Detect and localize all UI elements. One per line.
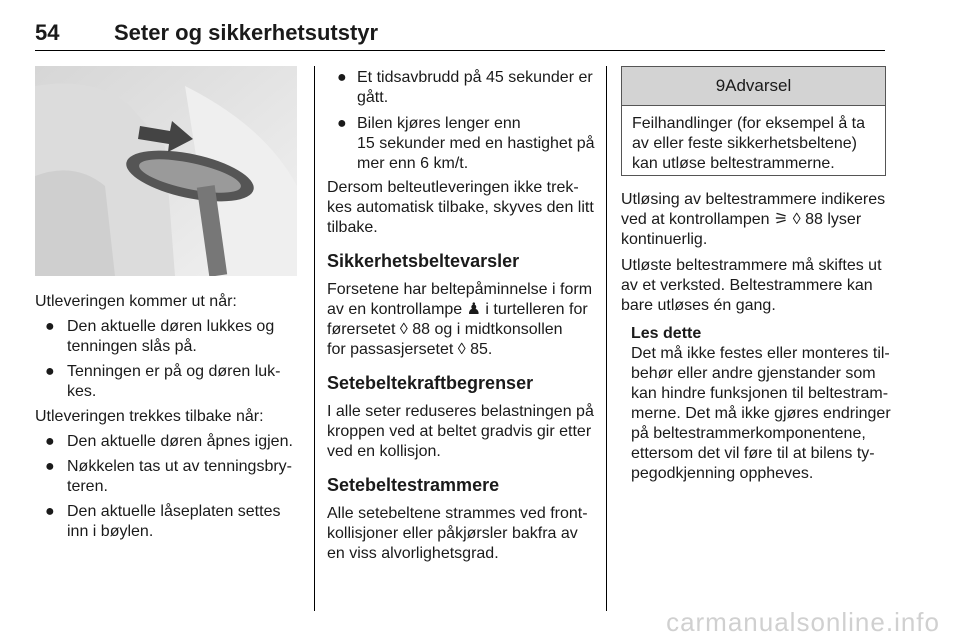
line: ved en kollisjon. bbox=[327, 443, 441, 460]
bullet-item bbox=[327, 114, 597, 174]
watermark: carmanualsonline.info bbox=[666, 607, 940, 637]
line: kroppen ved at beltet gradvis gir etter bbox=[327, 423, 592, 440]
header-rule bbox=[35, 50, 885, 51]
line: kes. bbox=[67, 383, 97, 400]
intro-text: Utleveringen trekkes tilbake når: bbox=[35, 408, 264, 425]
list-item bbox=[35, 457, 300, 497]
line: pegodkjenning oppheves. bbox=[631, 465, 814, 482]
line: Feilhandlinger (for eksempel å ta bbox=[632, 115, 866, 132]
bullet-icon: ● bbox=[45, 433, 55, 450]
bullet-icon: ● bbox=[337, 115, 347, 132]
section-heading: Setebeltekraftbegrenser bbox=[327, 373, 534, 393]
warning-text bbox=[622, 106, 885, 174]
bullet-icon: ● bbox=[45, 503, 55, 520]
list-item bbox=[35, 317, 300, 357]
column-divider-1 bbox=[314, 66, 315, 611]
line: for passasjersetet ◊ 85. bbox=[327, 341, 493, 358]
paragraph bbox=[621, 256, 891, 316]
line: kontinuerlig. bbox=[621, 231, 708, 248]
bullet-item bbox=[327, 68, 597, 108]
line: ved at kontrollampen ⚞ ◊ 88 lyser bbox=[621, 211, 862, 228]
line: Tenningen er på og døren luk- bbox=[67, 363, 281, 380]
line: ettersom det vil føre til at bilens ty- bbox=[631, 445, 875, 462]
line: Den aktuelle døren åpnes igjen. bbox=[67, 433, 293, 450]
bullet-icon: ● bbox=[337, 69, 347, 86]
line: inn i bøylen. bbox=[67, 523, 154, 540]
bullet-item bbox=[35, 317, 300, 357]
seatbelt-presenter-icon bbox=[35, 66, 297, 276]
section-heading: Setebeltestrammere bbox=[327, 475, 500, 495]
line: bare utløses én gang. bbox=[621, 297, 776, 314]
column-1 bbox=[35, 292, 300, 542]
list-item bbox=[35, 362, 300, 402]
page-title: Seter og sikkerhetsutstyr bbox=[114, 20, 379, 45]
line: Det må ikke festes eller monteres til- bbox=[631, 345, 890, 362]
line: en viss alvorlighetsgrad. bbox=[327, 545, 499, 562]
list-item bbox=[35, 432, 300, 452]
warning-title: 9Advarsel bbox=[622, 67, 885, 106]
line: av eller feste sikkerhetsbeltene) bbox=[632, 135, 857, 152]
line: I alle seter reduseres belastningen på bbox=[327, 403, 594, 420]
paragraph bbox=[327, 178, 597, 238]
line: tenningen slås på. bbox=[67, 338, 197, 355]
bullet-item bbox=[35, 432, 300, 452]
line: kollisjoner eller påkjørsler bakfra av bbox=[327, 525, 578, 542]
column-3 bbox=[621, 190, 891, 484]
line: Utløsing av beltestrammere indikeres bbox=[621, 191, 886, 208]
page-number: 54 bbox=[35, 20, 60, 45]
bullet-item bbox=[35, 457, 300, 497]
note-text bbox=[631, 344, 891, 484]
bullet-icon: ● bbox=[45, 318, 55, 335]
note-box bbox=[621, 324, 891, 484]
line: Den aktuelle låseplaten settes bbox=[67, 503, 281, 520]
list-item bbox=[35, 502, 300, 542]
bullet-icon: ● bbox=[45, 363, 55, 380]
column-divider-2 bbox=[606, 66, 607, 611]
line: merne. Det må ikke gjøres endringer bbox=[631, 405, 891, 422]
intro-text: Utleveringen kommer ut når: bbox=[35, 293, 237, 310]
paragraph bbox=[621, 190, 891, 250]
section-heading: Sikkerhetsbeltevarsler bbox=[327, 251, 520, 271]
line: Alle setebeltene strammes ved front- bbox=[327, 505, 588, 522]
paragraph bbox=[327, 402, 597, 462]
line: tilbake. bbox=[327, 219, 378, 236]
bullet-icon: ● bbox=[45, 458, 55, 475]
list-item bbox=[327, 114, 597, 174]
line: kan hindre funksjonen til beltestram- bbox=[631, 385, 889, 402]
line: Et tidsavbrudd på 45 sekunder er bbox=[357, 69, 593, 86]
line: kes automatisk tilbake, skyves den litt bbox=[327, 199, 594, 216]
bullet-item bbox=[35, 502, 300, 542]
bullet-item bbox=[35, 362, 300, 402]
line: Dersom belteutleveringen ikke trek- bbox=[327, 179, 579, 196]
column-2 bbox=[327, 68, 597, 564]
line: Nøkkelen tas ut av tenningsbry- bbox=[67, 458, 292, 475]
warning-box bbox=[621, 66, 886, 176]
line: Utløste beltestrammere må skiftes ut bbox=[621, 257, 882, 274]
line: Den aktuelle døren lukkes og bbox=[67, 318, 275, 335]
line: på beltestrammerkomponentene, bbox=[631, 425, 866, 442]
line: førersetet ◊ 88 og i midtkonsollen bbox=[327, 321, 563, 338]
line: mer enn 6 km/t. bbox=[357, 155, 469, 172]
list-item bbox=[327, 68, 597, 108]
line: teren. bbox=[67, 478, 108, 495]
line: 15 sekunder med en hastighet på bbox=[357, 135, 595, 152]
line: behør eller andre gjenstander som bbox=[631, 365, 876, 382]
paragraph bbox=[327, 280, 597, 360]
line: av et verksted. Beltestrammere kan bbox=[621, 277, 873, 294]
line: gått. bbox=[357, 89, 389, 106]
paragraph bbox=[327, 504, 597, 564]
line: kan utløse beltestrammerne. bbox=[632, 155, 835, 172]
seatbelt-illustration bbox=[35, 66, 297, 276]
note-label: Les dette bbox=[631, 325, 702, 342]
line: Forsetene har beltepåminnelse i form bbox=[327, 281, 593, 298]
line: Bilen kjøres lenger enn bbox=[357, 115, 521, 132]
line: av en kontrollampe ♟ i turtelleren for bbox=[327, 301, 588, 318]
